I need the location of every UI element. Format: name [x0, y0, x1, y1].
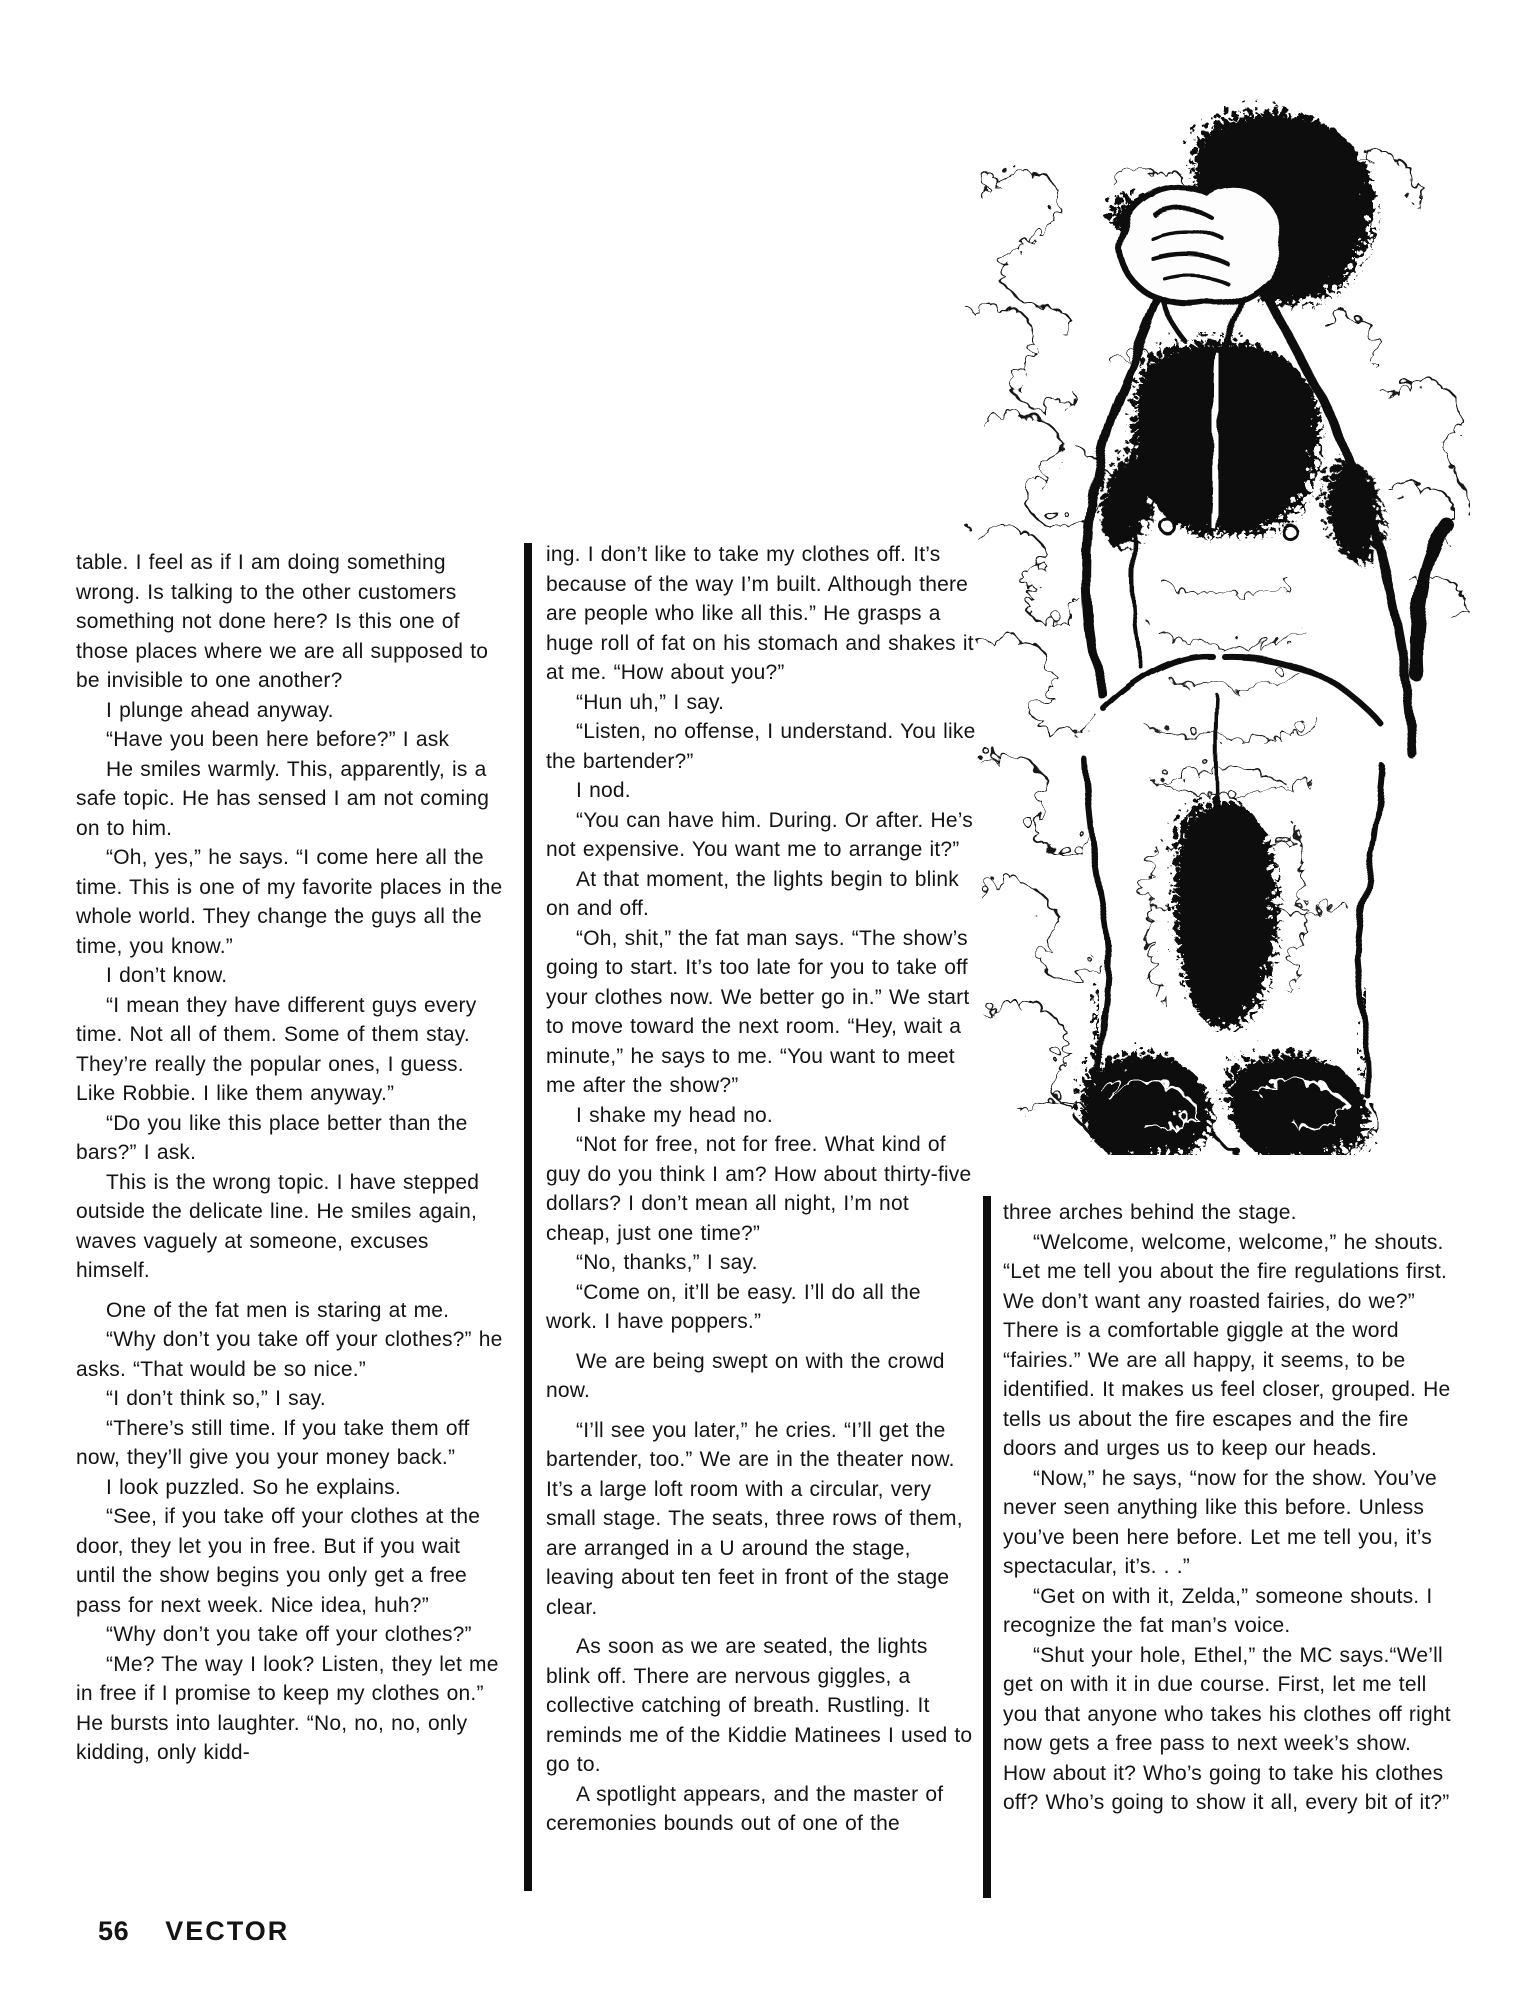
bowed-head-mass	[1127, 334, 1315, 529]
paragraph: I plunge ahead anyway.	[106, 698, 334, 722]
paragraph: “Oh, yes,” he says. “I come here all the time. This is one of my favorite places in the whole world. They change the guys all the time, you know.”	[76, 846, 503, 958]
magazine-title: VECTOR	[165, 1916, 290, 1946]
text-column-3	[1003, 1198, 1455, 1818]
clasped-hands	[1117, 185, 1285, 343]
paragraph: I nod.	[576, 779, 631, 802]
text-column-2	[546, 540, 978, 1839]
paragraph: “Not for free, not for free. What kind of guy do you think I am? How about thirty-five dollars? I don’t mean all night, I’m not cheap, just one time?”	[546, 1133, 972, 1245]
paragraph: “Get on with it, Zelda,” someone shouts. I recognize the fat man’s voice.	[1003, 1584, 1433, 1637]
paragraph: “See, if you take off your clothes at the door, they let you in free. But if you wait until the show begins you only get a free pass for next week. Nice idea, huh?”	[76, 1505, 481, 1617]
paragraph: “Listen, no offense, I understand. You like the bartender?”	[546, 720, 976, 773]
paragraph: “Why don’t you take off your clothes?”	[106, 1623, 472, 1646]
paragraph: I look puzzled. So he explains.	[106, 1475, 401, 1499]
paragraph: At that moment, the lights begin to blink on and off.	[546, 867, 959, 920]
mass-divider-line	[1213, 351, 1217, 529]
paragraph: “Welcome, welcome, welcome,” he shouts. “Let me tell you about the fire regulations first. We don’t want any roasted fairies, do we?” There is a comfortable giggle at the word “fairies.” We are all happy, it seems, to be identified. It makes us feel closer, grouped. He tells us about the fire escapes and the fire doors and urges us to keep our heads.	[1003, 1230, 1451, 1460]
paragraph: He smiles warmly. This, apparently, is a safe topic. He has sensed I am not coming on to him.	[76, 757, 490, 840]
paragraph: This is the wrong topic. I have stepped outside the delicate line. He smiles again, waves vaguely at someone, excuses himself.	[76, 1170, 480, 1282]
paragraph: “Oh, shit,” the fat man says. “The show’s going to start. It’s too late for you to take off your clothes now. We better go in.” We start to move toward the next room. “Hey, wait a minute,” he says to me. “You want to meet me after the show?”	[546, 926, 970, 1097]
paragraph: “Now,” he says, “now for the show. You’ve never seen anything like this before. Unless you’ve been here before. Let me tell you, it’s spectacular, it’s. . .”	[1003, 1466, 1437, 1578]
paragraph: three arches behind the stage.	[1003, 1201, 1297, 1224]
column-divider-1	[524, 543, 532, 1891]
paragraph: “I mean they have different guys every time. Not all of them. Some of them stay. They’re really the popular ones, I guess. Like Robbie. I like them anyway.”	[76, 993, 477, 1105]
calf-hair-right	[1359, 985, 1364, 1075]
paragraph: “There’s still time. If you take them off now, they’ll give you your money back.”	[76, 1416, 470, 1469]
paragraph: “I’ll see you later,” he cries. “I’ll get the bartender, too.” We are in the theater now. It’s a large loft room with a circular, very small stage. The seats, three rows of them, are arranged in a U around the stage, leaving about ten feet in front of the stage clear.	[546, 1418, 963, 1619]
nipple-left	[1161, 520, 1175, 534]
paragraph: “Come on, it’ll be easy. I’ll do all the work. I have poppers.”	[546, 1280, 921, 1333]
paragraph: “Me? The way I look? Listen, they let me in free if I promise to keep my clothes on.” He bursts into laughter. “No, no, no, only kidding, only kidd-	[76, 1652, 499, 1764]
paragraph: “No, thanks,” I say.	[576, 1251, 758, 1274]
page-footer	[98, 1916, 289, 1947]
paragraph: As soon as we are seated, the lights blink off. There are nervous giggles, a collective catching of breath. Rustling. It reminds me of the Kiddie Matinees I used to go to.	[546, 1635, 973, 1776]
nipple-right	[1284, 526, 1298, 540]
bottom-hair-mass-right	[1222, 1048, 1363, 1153]
paragraph: I shake my head no.	[576, 1103, 773, 1127]
paragraph: We are being swept on with the crowd now.	[546, 1349, 945, 1402]
paragraph: “I don’t think so,” I say.	[106, 1387, 326, 1410]
figure-illustration	[955, 55, 1470, 1155]
paragraph: ing. I don’t like to take my clothes off. It’s because of the way I’m built. Although there are people who like all this.” He grasps a huge roll of fat on his stomach and shakes it at me. “How about you?”	[546, 543, 974, 684]
paragraph: I don’t know.	[106, 964, 228, 987]
paragraph: “Do you like this place better than the bars?” I ask.	[76, 1111, 468, 1164]
paragraph: “You can have him. During. Or after. He’s not expensive. You want me to arrange it?”	[546, 808, 973, 861]
page-number: 56	[98, 1916, 130, 1946]
paragraph: “Hun uh,” I say.	[576, 690, 725, 714]
ink-figure-drawing-svg	[955, 55, 1470, 1155]
text-column-1	[76, 548, 504, 1768]
armpit-hair-right	[1310, 451, 1383, 563]
column-divider-2	[983, 1196, 991, 1898]
paragraph: “Have you been here before?” I ask	[106, 728, 450, 751]
central-hair-mass	[1168, 794, 1272, 1024]
paragraph: “Why don’t you take off your clothes?” he asks. “That would be so nice.”	[76, 1328, 503, 1381]
paragraph: A spotlight appears, and the master of ceremonies bounds out of one of the	[546, 1782, 944, 1835]
paragraph: table. I feel as if I am doing something wrong. Is talking to the other customers something not done here? Is this one of those places where we are all supposed to be invisible to one another?	[76, 551, 489, 692]
paragraph: One of the fat men is staring at me.	[106, 1298, 450, 1322]
paragraph: “Shut your hole, Ethel,” the MC says.“We’ll get on with it in due course. First, let me tell you that anyone who takes his clothes off right now gets a free pass to next week’s show. How about it? Who’s going to take his clothes off? Who’s going to show it all, every bit of it?”	[1003, 1643, 1451, 1814]
